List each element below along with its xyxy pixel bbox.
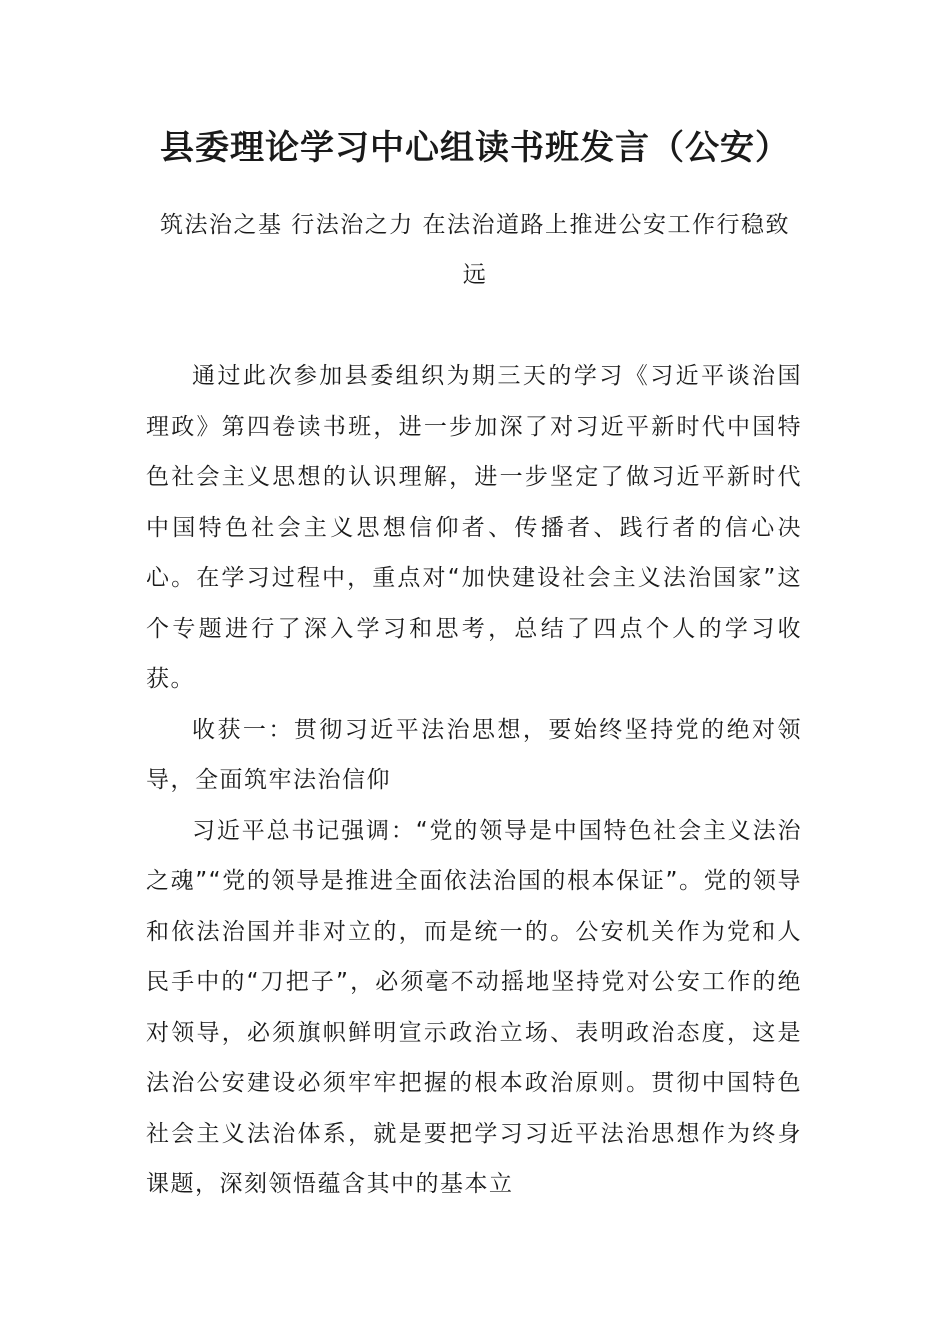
document-body bbox=[146, 351, 802, 1210]
paragraph-intro: 通过此次参加县委组织为期三天的学习《习近平谈治国理政》第四卷读书班，进一步加深了对习近平新时代中国特色社会主义思想的认识理解，进一步坚定了做习近平新时代中国特色社会主义思想信仰者、传播者、践行者的信心决心。在学习过程中，重点对“加快建设社会主义法治国家”这个专题进行了深入学习和思考，总结了四点个人的学习收获。 bbox=[146, 363, 802, 692]
paragraph-heading-gain-one: 收获一：贯彻习近平法治思想，要始终坚持党的绝对领导，全面筑牢法治信仰 bbox=[146, 716, 802, 793]
paragraph-party-leadership: 习近平总书记强调：“党的领导是中国特色社会主义法治之魂”“党的领导是推进全面依法治国的根本保证”。党的领导和依法治国并非对立的，而是统一的。公安机关作为党和人民手中的“刀把子”，必须毫不动摇地坚持党对公安工作的绝对领导，必须旗帜鲜明宣示政治立场、表明政治态度，这是法治公安建设必须牢牢把握的根本政治原则。贯彻中国特色社会主义法治体系，就是要把学习习近平法治思想作为终身课题，深刻领悟蕴含其中的基本立 bbox=[146, 817, 802, 1197]
document-subtitle: 筑法治之基 行法治之力 在法治道路上推进公安工作行稳致远 bbox=[159, 212, 791, 288]
document-title: 县委理论学习中心组读书班发言（公安） bbox=[160, 128, 790, 168]
